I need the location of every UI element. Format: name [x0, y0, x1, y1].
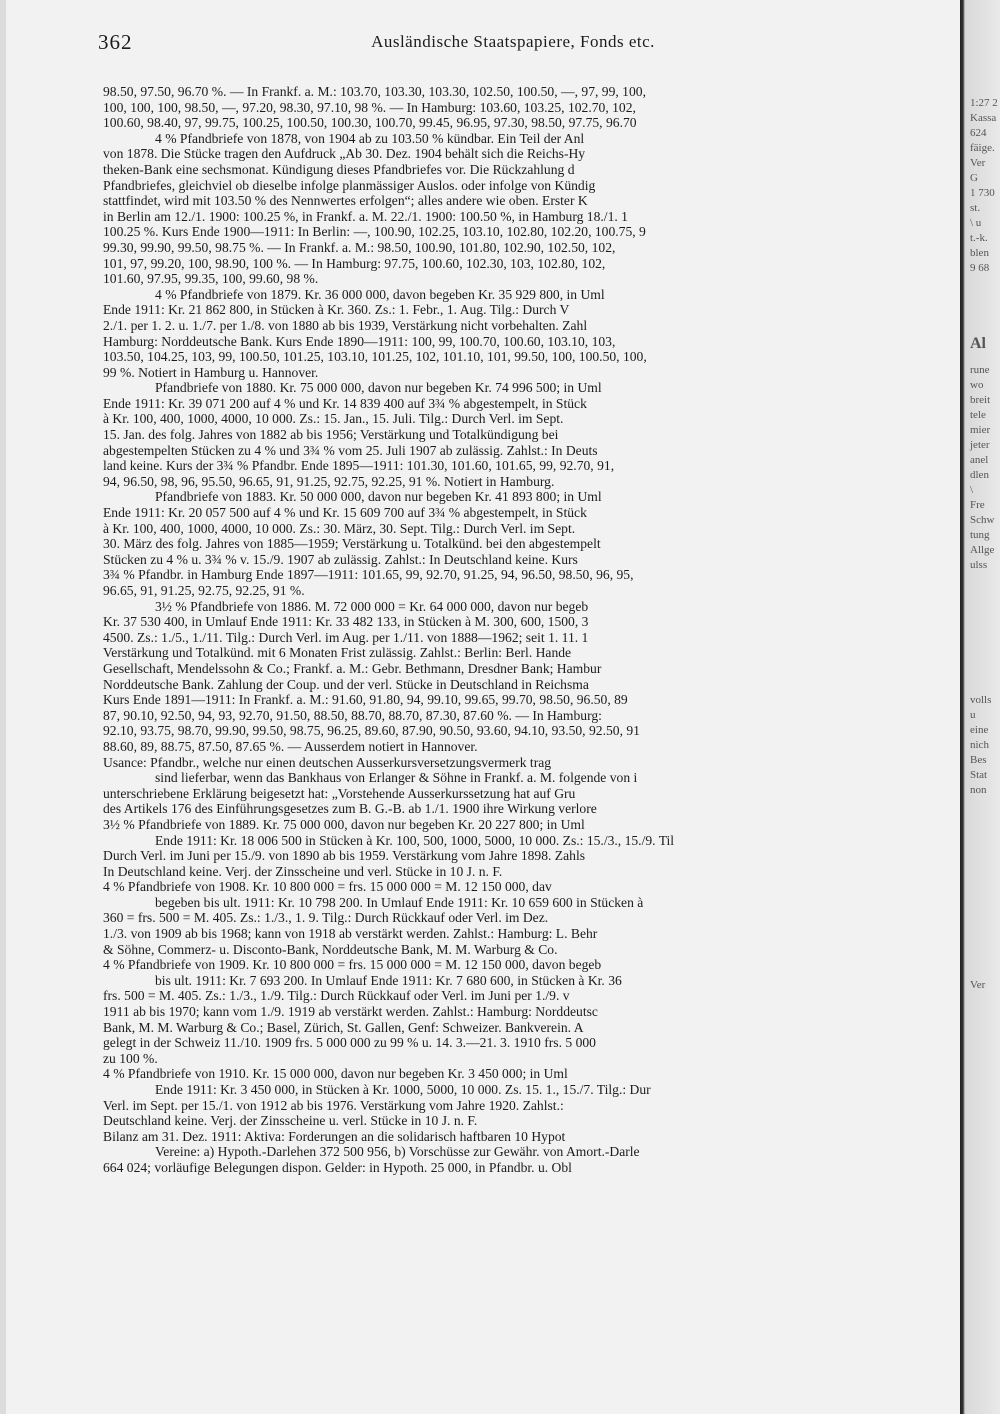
- entry-heading-line: sind lieferbar, wenn das Bankhaus von Erlanger & Söhne in Frankf. a. M. folgende von i: [155, 770, 638, 786]
- text-line: à Kr. 100, 400, 1000, 4000, 10 000. Zs.: 30. März, 30. Sept. Tilg.: Durch Verl. im Sept.: [103, 520, 576, 536]
- margin-fragment: volls: [970, 694, 992, 706]
- page-edge: [0, 0, 6, 1414]
- margin-fragment: Al: [970, 335, 986, 352]
- text-line: land keine. Kurs der 3¾ % Pfandbr. Ende 1895—1911: 101.30, 101.60, 101.65, 99, 92.70, 91,: [103, 458, 615, 474]
- text-line: 15. Jan. des folg. Jahres von 1882 ab bis 1956; Verstärkung und Totalkündigung bei: [103, 427, 559, 443]
- margin-fragment: rune: [970, 364, 990, 376]
- text-line: 92.10, 93.75, 98.70, 99.90, 99.50, 98.75, 96.25, 89.60, 87.90, 90.50, 93.60, 94.10, 93.50, 92.50, 91: [103, 723, 640, 739]
- page-header: [98, 30, 928, 60]
- text-line: 96.65, 91, 91.25, 92.75, 92.25, 91 %.: [103, 583, 305, 598]
- text-line: 3½ % Pfandbriefe von 1889. Kr. 75 000 000, davon nur begeben Kr. 20 227 800; in Uml: [103, 816, 585, 832]
- margin-fragment: Allge: [970, 544, 995, 556]
- text-line: frs. 500 = M. 405. Zs.: 1./3., 1./9. Tilg.: Durch Rückkauf oder Verl. im Juni per 1./9. v: [103, 988, 570, 1004]
- entry-heading-line: Ende 1911: Kr. 18 006 500 in Stücken à Kr. 100, 500, 1000, 5000, 10 000. Zs.: 15./3., 15./9. Til: [155, 832, 675, 848]
- text-line: 88.60, 89, 88.75, 87.50, 87.65 %. — Ausserdem notiert in Hannover.: [103, 738, 478, 754]
- text-line: theken-Bank eine sechsmonat. Kündigung dieses Pfandbriefes vor. Die Rückzahlung d: [103, 161, 575, 177]
- text-line: des Artikels 176 des Einführungsgesetzes zum B. G.-B. ab 1./1. 1900 ihre Wirkung verlore: [103, 801, 597, 817]
- text-line: 100.25 %. Kurs Ende 1900—1911: In Berlin: —, 100.90, 102.25, 103.10, 102.80, 102.20, 100.75, 9: [103, 224, 646, 240]
- entry-heading-line: 4 % Pfandbriefe von 1878, von 1904 ab zu 103.50 % kündbar. Ein Teil der Anl: [155, 130, 585, 146]
- text-line: Deutschland keine. Verj. der Zinsscheine u. verl. Stücke in 10 J. n. F.: [103, 1113, 478, 1129]
- margin-fragment: Bes: [970, 754, 987, 766]
- margin-fragment: ulss: [970, 559, 988, 571]
- text-line: 99 %. Notiert in Hamburg u. Hannover.: [103, 364, 319, 380]
- text-line: Stücken zu 4 % u. 3¾ % v. 15./9. 1907 ab zulässig. Zahlst.: In Deutschland keine. Kurs: [103, 551, 578, 567]
- text-line: in Berlin am 12./1. 1900: 100.25 %, in Frankf. a. M. 22./1. 1900: 100.50 %, in Hamburg 18./1. 1: [103, 208, 628, 224]
- text-line: Hamburg: Norddeutsche Bank. Kurs Ende 1890—1911: 100, 99, 100.70, 100.60, 103.10, 103,: [103, 333, 616, 349]
- text-line: 101.60, 97.95, 99.35, 100, 99.60, 98 %.: [103, 271, 319, 287]
- text-line: 4500. Zs.: 1./5., 1./11. Tilg.: Durch Verl. im Aug. per 1./11. von 1888—1962; seit 1. 11. 1: [103, 629, 589, 645]
- text-line: 4 % Pfandbriefe von 1908. Kr. 10 800 000 = frs. 15 000 000 = M. 12 150 000, dav: [103, 879, 552, 895]
- text-line: 94, 96.50, 98, 96, 95.50, 96.65, 91, 91.25, 92.75, 92.25, 91 %. Notiert in Hamburg.: [103, 473, 555, 489]
- margin-fragment: tele: [970, 409, 986, 421]
- text-line: 3¾ % Pfandbr. in Hamburg Ende 1897—1911: 101.65, 99, 92.70, 91.25, 94, 96.50, 98.50, 96, 95,: [103, 567, 634, 583]
- entry-heading-line: Ende 1911: Kr. 3 450 000, in Stücken à Kr. 1000, 5000, 10 000. Zs. 15. 1., 15./7. Tilg.: Dur: [155, 1082, 651, 1097]
- text-line: Ende 1911: Kr. 39 071 200 auf 4 % und Kr. 14 839 400 auf 3¾ % abgestempelt, in Stück: [103, 395, 587, 411]
- text-line: 30. März des folg. Jahres von 1885—1959; Verstärkung u. Totalkünd. bei den abgestempelt: [103, 536, 601, 552]
- margin-fragment: tung: [970, 529, 990, 541]
- text-line: 100.60, 98.40, 97, 99.75, 100.25, 100.50, 100.30, 100.70, 99.45, 96.95, 97.30, 98.50, 97.75, 96.70: [103, 115, 637, 131]
- text-line: Pfandbriefes, gleichviel ob dieselbe infolge planmässiger Auslos. oder infolge von Kündig: [103, 177, 596, 193]
- margin-fragment: 624: [970, 127, 987, 139]
- margin-fragment: \ u: [970, 217, 982, 229]
- margin-fragment: dlen: [970, 469, 989, 481]
- text-line: Gesellschaft, Mendelssohn & Co.; Frankf. a. M.: Gebr. Bethmann, Dresdner Bank; Hambur: [103, 660, 602, 676]
- margin-fragment: non: [970, 784, 987, 796]
- margin-fragment: 9 68: [970, 262, 990, 274]
- text-line: 4 % Pfandbriefe von 1910. Kr. 15 000 000, davon nur begeben Kr. 3 450 000; in Uml: [103, 1066, 568, 1082]
- margin-fragment: t.-k.: [970, 232, 988, 244]
- text-line: Durch Verl. im Juni per 15./9. von 1890 ab bis 1959. Verstärkung vom Jahre 1898. Zahls: [103, 848, 586, 864]
- text-line: 4 % Pfandbriefe von 1909. Kr. 10 800 000 = frs. 15 000 000 = M. 12 150 000, davon begeb: [103, 957, 602, 973]
- margin-fragment: u: [970, 709, 976, 721]
- adjacent-page-margin: [960, 0, 1000, 1414]
- text-line: 87, 90.10, 92.50, 94, 93, 92.70, 91.50, 88.50, 88.70, 88.70, 87.30, 87.60 %. — In Hamburg:: [103, 707, 602, 723]
- text-line: 99.30, 99.90, 99.50, 98.75 %. — In Frankf. a. M.: 98.50, 100.90, 101.80, 102.90, 102.50, 102,: [103, 239, 616, 255]
- margin-fragment: G: [970, 172, 978, 184]
- text-line: 98.50, 97.50, 96.70 %. — In Frankf. a. M.: 103.70, 103.30, 103.30, 102.50, 100.50, —, 97, 99, 100,: [103, 84, 646, 99]
- entry-heading-line: 3½ % Pfandbriefe von 1886. M. 72 000 000 = Kr. 64 000 000, davon nur begeb: [155, 598, 589, 614]
- margin-fragment: jeter: [970, 439, 990, 451]
- margin-fragment: Ver: [970, 979, 986, 991]
- entry-heading-line: Vereine: a) Hypoth.-Darlehen 372 500 956, b) Vorschüsse zur Gewähr. von Amort.-Darle: [155, 1144, 640, 1160]
- text-line: 360 = frs. 500 = M. 405. Zs.: 1./3., 1. 9. Tilg.: Durch Rückkauf oder Verl. im Dez.: [103, 910, 549, 926]
- text-line: Bank, M. M. Warburg & Co.; Basel, Zürich, St. Gallen, Genf: Schweizer. Bankverein. A: [103, 1019, 584, 1035]
- text-line: Bilanz am 31. Dez. 1911: Aktiva: Forderungen an die solidarisch haftbaren 10 Hypot: [103, 1128, 566, 1144]
- margin-fragment: nich: [970, 739, 989, 751]
- margin-fragment: anel: [970, 454, 989, 466]
- text-line: abgestempelten Stücken zu 4 % und 3¾ % vom 25. Juli 1907 ab zulässig. Zahlst.: In Deuts: [103, 442, 598, 458]
- text-line: 103.50, 104.25, 103, 99, 100.50, 101.25, 103.10, 101.25, 102, 101.10, 101, 99.50, 100, 100.50, 100,: [103, 349, 647, 365]
- margin-fragment: wo: [970, 379, 984, 391]
- text-line: Kr. 37 530 400, in Umlauf Ende 1911: Kr. 33 482 133, in Stücken à M. 300, 600, 1500, 3: [103, 614, 589, 630]
- text-line: gelegt in der Schweiz 11./10. 1909 frs. 5 000 000 zu 99 % u. 14. 3.—21. 3. 1910 frs. 5 000: [103, 1035, 596, 1051]
- margin-fragment: mier: [970, 424, 991, 436]
- page-number: 362: [98, 30, 133, 54]
- text-line: 101, 97, 99.20, 100, 98.90, 100 %. — In Hamburg: 97.75, 100.60, 102.30, 103, 102.80, 102,: [103, 255, 606, 271]
- text-line: Ende 1911: Kr. 20 057 500 auf 4 % und Kr. 15 609 700 auf 3¾ % abgestempelt, in Stück: [103, 505, 587, 521]
- text-line: 100, 100, 100, 98.50, —, 97.20, 98.30, 97.10, 98 %. — In Hamburg: 103.60, 103.25, 102.70, 102,: [103, 99, 636, 115]
- text-line: à Kr. 100, 400, 1000, 4000, 10 000. Zs.: 15. Jan., 15. Juli. Tilg.: Durch Verl. im Sept.: [103, 411, 564, 427]
- entry-heading-line: Pfandbriefe von 1883. Kr. 50 000 000, davon nur begeben Kr. 41 893 800; in Uml: [155, 489, 602, 505]
- margin-fragment: eine: [970, 724, 989, 736]
- text-line: 1./3. von 1909 ab bis 1968; kann von 1918 ab verstärkt werden. Zahlst.: Hamburg: L. Behr: [103, 926, 598, 942]
- entry-heading-line: begeben bis ult. 1911: Kr. 10 798 200. In Umlauf Ende 1911: Kr. 10 659 600 in Stücken à: [155, 894, 644, 910]
- text-line: In Deutschland keine. Verj. der Zinsscheine und verl. Stücke in 10 J. n. F.: [103, 863, 503, 879]
- margin-fragment: Fre: [970, 499, 985, 511]
- margin-fragment: breit: [970, 394, 991, 406]
- text-line: Verl. im Sept. per 15./1. von 1912 ab bis 1976. Verstärkung vom Jahre 1920. Zahlst.:: [103, 1097, 564, 1113]
- margin-fragment: 1 730: [970, 187, 995, 199]
- text-line: & Söhne, Commerz- u. Disconto-Bank, Norddeutsche Bank, M. M. Warburg & Co.: [103, 941, 558, 957]
- text-line: 1911 ab bis 1970; kann vom 1./9. 1919 ab verstärkt werden. Zahlst.: Hamburg: Norddeutsc: [103, 1004, 598, 1020]
- text-line: Usance: Pfandbr., welche nur einen deutschen Ausserkursversetzungsvermerk trag: [103, 754, 552, 770]
- entry-heading-line: bis ult. 1911: Kr. 7 693 200. In Umlauf Ende 1911: Kr. 7 680 600, in Stücken à Kr. 36: [155, 972, 622, 988]
- margin-fragment: Kassa: [970, 112, 997, 124]
- margin-fragment: \: [970, 484, 974, 496]
- text-line: stattfindet, wird mit 103.50 % des Nennwertes erfolgen“; alles andere wie oben. Erster K: [103, 193, 588, 209]
- text-line: unterschriebene Erklärung beigesetzt hat: „Vorstehende Ausserkurssetzung hat auf Gru: [103, 785, 576, 801]
- running-title: Ausländische Staatspapiere, Fonds etc.: [371, 32, 655, 51]
- text-line: Verstärkung und Totalkünd. mit 6 Monaten Frist zulässig. Zahlst.: Berlin: Berl. Hande: [103, 645, 572, 661]
- margin-fragment: Ver: [970, 157, 986, 169]
- text-line: von 1878. Die Stücke tragen den Aufdruck „Ab 30. Dez. 1904 behält sich die Reichs-Hy: [103, 146, 586, 162]
- text-line: Ende 1911: Kr. 21 862 800, in Stücken à Kr. 360. Zs.: 1. Febr., 1. Aug. Tilg.: Durch V: [103, 302, 570, 318]
- margin-fragment: 1:27 2: [970, 97, 998, 109]
- margin-fragment: blen: [970, 247, 989, 259]
- text-line: Kurs Ende 1891—1911: In Frankf. a. M.: 91.60, 91.80, 94, 99.10, 99.65, 99.70, 98.50, 96.50, 89: [103, 692, 628, 708]
- margin-fragment: Schw: [970, 514, 995, 526]
- entry-heading-line: Pfandbriefe von 1880. Kr. 75 000 000, davon nur begeben Kr. 74 996 500; in Uml: [155, 380, 602, 396]
- document-body: [103, 84, 959, 1176]
- margin-fragment: Stat: [970, 769, 988, 781]
- entry-heading-line: 4 % Pfandbriefe von 1879. Kr. 36 000 000, davon begeben Kr. 35 929 800, in Uml: [155, 286, 605, 302]
- text-line: 664 024; vorläufige Belegungen dispon. Gelder: in Hypoth. 25 000, in Pfandbr. u. Obl: [103, 1159, 572, 1175]
- text-line: zu 100 %.: [103, 1050, 158, 1066]
- margin-fragment: st.: [970, 202, 981, 214]
- adjacent-page-fragments: [970, 96, 1000, 993]
- text-line: 2./1. per 1. 2. u. 1./7. per 1./8. von 1880 ab bis 1939, Verstärkung nicht vorbehalten. Zahl: [103, 317, 588, 333]
- text-line: Norddeutsche Bank. Zahlung der Coup. und der verl. Stücke in Deutschland in Reichsma: [103, 676, 589, 692]
- margin-fragment: fäige.: [970, 142, 995, 154]
